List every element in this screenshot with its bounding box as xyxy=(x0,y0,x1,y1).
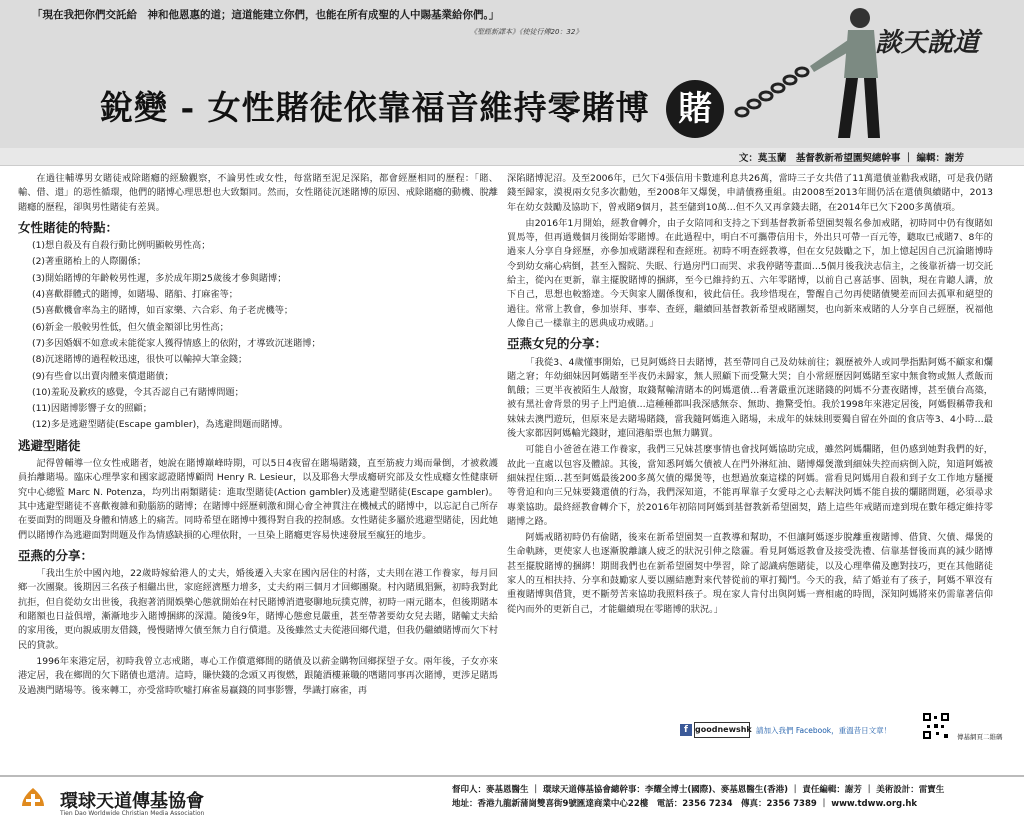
organization-name-english: Tien Dao Worldwide Christian Media Association xyxy=(60,810,205,817)
daughter-paragraph-2: 可能自小爸爸在港工作養家，我們三兄妹甚麼事情也會找阿媽協助完成，雖然阿媽爛賭，但仍感到她對我們的好，故此一直處以包容及體諒。其後，當知悉阿媽欠債被人在門外淋紅油、賭博爆煲激到細妹失控而病倒入院，知道阿媽被細妹捏住頸…甚至阿媽最後200多萬欠債的爆煲等，也想過放棄這樣的阿媽。當看見阿媽用自殺和到子女工作地方騷擾等脅迫和向三兄妹要錢還債的行為，我們深知道，不能再單靠子女愛母之心去解決阿媽不能自拔的爛賭問題，必須尋求專業協助。最終經教會轉介下，於2016年初陪同阿媽到基督教新希望園契，踏上這些年戒賭而達到現在數年穩定維持零賭博之路。 xyxy=(507,444,993,527)
gamble-badge: 賭 xyxy=(666,80,724,138)
list-item: (7)多因婚姻不如意或未能從家人獲得情感上的依附，才導致沉迷賭博； xyxy=(32,337,321,349)
facebook-icon[interactable]: f xyxy=(680,724,692,736)
ayan-heading: 亞燕的分享： xyxy=(18,547,94,563)
credits-line-1: 督印人：麥基恩醫生 ｜ 環球天道傳基協會總幹事：李耀全博士(國際)、麥基恩醫生(香港) ｜ 責任編輯：謝芳 ｜ 美術設計：雷寶生 xyxy=(452,785,945,795)
list-item: (4)喜歡群體式的賭博，如賭場、賭船、打麻雀等； xyxy=(32,289,238,301)
ayan-paragraph-2: 1996年來港定居，初時我曾立志戒賭，專心工作償還鄉間的賭債及以薪金購物回鄉探望子女。兩年後，子女亦來港定居，我在鄉間的欠下賭債也還清。這時，賺快錢的念頭又再復燃，跟隨酒樓兼職的嗜賭同事再次賭博，更涉足賭馬及過澳門賭場等。後來轉工，亦受當時吹噓打麻雀易贏錢的同事影響，學識打麻雀，再 xyxy=(18,655,498,696)
footer-credits xyxy=(452,783,944,811)
daughter-paragraph-3: 阿媽戒賭初時仍有偷賭，後來在新希望園契一直教導和幫助，不但讓阿媽逐步脫離重複賭博、借貸、欠債、爆煲的生命軌跡，更使家人也逐漸脫離讓人疲乏的狀況引伸之陰霾。看見阿媽返教會及接受洗禮、信靠基督後而真的減少賭博甚至擺脫賭博的捆綁！期間我們也在新希望園契中學習，除了認識病態賭徒，以及心理準備及應對技巧，更在其他賭徒家人的互相扶持、分享和鼓勵家人要以團結應對來代替從前的單打獨鬥。今天的我，結了婚並有了孩子，阿媽不單沒有重複賭博與借貸，更不斷勞苦來協助我照料孩子。現在家人肯付出與阿媽一齊相處的時間，深知阿媽將來仍需靠著信仰從內而外的更新自己，才能繼續現在零賭博的狀況。」 xyxy=(507,532,993,615)
list-item: (9)有些會以出賣肉體來償還賭債； xyxy=(32,370,174,382)
scripture-reference: 《聖經新譯本》《使徒行傳20：32》 xyxy=(470,28,583,36)
ayan-paragraph-1: 「我出生於中國內地，22歲時嫁給港人的丈夫，婚後遷入夫家在國內居住的村落，丈夫則在港工作養家，每月回鄉一次團聚。後期因三名孩子相繼出世，家庭經濟壓力增多，丈夫約兩三個月才回鄉團聚。村內賭風猖獗，初時我對此抗拒，但自從幼女出世後，我抱著消閒娛樂心態就開始在村民賭博消遣娶聊地玩撲克牌，初時一兩元賭本，但後期賭本和賭額也日益俱增，漸漸地步入賭博捆綁的深淵。隨後9年，賭博心態愈見嚴重，甚至帶著要幼女兒去賭，賭輸丈夫給的家用後，更向親戚朋友借錢，慢慢賭博欠債至無力自行償還。及後雖然丈夫從港回鄉代還，但我仍繼續賭博而欠下村民的貸款。 xyxy=(18,568,498,651)
figure-icon xyxy=(810,8,880,138)
credits-line-2: 地址：香港九龍新蒲崗雙喜街9號匯達商業中心22樓 電話：2356 7234 傳真：2356 7389 ｜ www.tdww.org.hk xyxy=(452,799,918,809)
facebook-handle[interactable]: goodnewshk xyxy=(694,722,750,738)
qr-caption: 傳基網頁二維碼 xyxy=(957,733,1003,741)
list-item: (3)開始賭博的年齡較男性遲，多於成年期25歲後才參與賭博； xyxy=(32,272,287,284)
traits-list xyxy=(18,239,498,433)
escape-heading: 逃避型賭徒 xyxy=(18,437,81,453)
list-item: (2)著重賭枱上的人際關係； xyxy=(32,256,147,268)
list-item: (8)沉迷賭博的過程較迅速，很快可以輸掉大筆金錢； xyxy=(32,354,248,366)
list-item: (5)喜歡機會率為主的賭博，如百家樂、六合彩、角子老虎機等； xyxy=(32,305,294,317)
ayan-paragraph-4: 由2016年1月開始，經教會轉介，由子女陪同和支持之下到基督教新希望園契報名參加戒賭，初時同中仍有復賭如買馬等，但再過幾個月後開始零賭博。在此過程中，明白不可攜帶信用卡，外出只可帶一百元等，聽取已戒賭7、8年的過來人分享自身經歷，亦參加戒賭課程和查經班。初時不明查經教導，但在女兒鼓勵之下，加上憶起因自己沉淪賭博時令到幼女痛心病倒，甚至入醫院、失眠、行過房門口而哭、求我停賭等畫面…5個月後我決志信主，之後靠祈禱一切交託給主，從內在更新，靠主擺脫賭博的捆綁，至今已維持約五、六年零賭博，以前自己喜話事、固執，現在肯聽人講，放下自己，思想也較豁達。今天與家人關係復和，彼此信任。我珍惜現在，警醒自己勿再使賭債變差而回去孤單和絕望的過往。常常上教會，參加崇拜、事奉、查經，繼續回基督教新希望戒賭團契，也向新來戒賭的人分享自己經歷，祝福他人像自己一樣靠主的恩典成功戒賭。」 xyxy=(507,217,993,329)
list-item: (1)想自殺及有自殺行動比例明顯較男性高； xyxy=(32,240,211,252)
right-column xyxy=(507,172,993,619)
facebook-promo[interactable] xyxy=(680,722,910,740)
scripture-quote: 「現在我把你們交託給 神和他恩惠的道；這道能建立你們，也能在所有成聖的人中賜基業給你們。」 xyxy=(32,9,500,21)
organization-name: 環球天道傳基協會 xyxy=(60,791,204,812)
daughter-heading: 亞燕女兒的分享： xyxy=(507,336,608,352)
daughter-paragraph-1: 「我從3、4歲懂事開始，已見阿媽終日去賭博，甚至帶同自己及幼妹前往；親歷被外人或同學指點阿媽不顧家和爛賭之窘；年幼細妹因阿媽賭至半夜仍未歸家，無人照顧下而受驚大哭；自小常經歷因阿媽賭至家中無食物或無人煮飯而飢餓；三更半夜被陌生人敲窗，取錢幫輸清賭本的阿媽還債…看著嚴重沉迷賭錢的阿媽不分晝夜賭博，甚至債台高築，被有黑社會背景的男子上門追債…這種種都叫我深感無奈、無助、擔驚受怕。我於1998年來港定居後，阿媽假稱帶我和妹妹去澳門遊玩，但原來是去賭場賭錢，當我隨阿媽進入賭場，未成年的妹妹則要獨自留在外面的食店等3、4小時…最後大家都因阿媽輸光錢財，連回港船票也無力購買。 xyxy=(507,356,993,440)
list-item: (11)因賭博影響子女的照顧； xyxy=(32,403,152,415)
qr-code-icon[interactable] xyxy=(922,712,950,740)
list-item: (10)羞恥及歉疚的感覺，令其否認自己有賭博問題； xyxy=(32,386,244,398)
chain-icon xyxy=(736,68,808,116)
article-title: 銳變 - 女性賭徒依靠福音維持零賭博 xyxy=(100,88,650,127)
byline: 文：莫玉蘭 基督教新希望園契總幹事 ｜ 編輯：謝芳 xyxy=(738,153,964,164)
ayan-paragraph-3: 深陷賭博泥沼。及至2006年，已欠下4張信用卡數連利息共26萬，當時三子女共借了11萬還債並勸我戒賭，可是我仍賭錢至歸家，漠視兩女兒多次勸勉，至2008年又爆煲，申請債務重組。由2008至2013年間仍活在還債與續賭中，2013年在幼女鼓勵及協助下，曾戒賭9個月，甚至儲到10萬…但不久又再拿錢去賭，在2014年已欠下200多萬債項。 xyxy=(507,173,993,213)
list-item: (12)多是逃避型賭徒(Escape gambler)，為逃避問題而賭博。 xyxy=(32,419,289,431)
left-column xyxy=(18,172,498,700)
footer-divider xyxy=(0,775,1024,777)
column-brand: 談天說道 xyxy=(875,28,980,58)
organization-logo-icon xyxy=(16,786,50,814)
header-banner xyxy=(0,0,1024,148)
traits-heading: 女性賭徒的特點： xyxy=(18,219,119,235)
escape-paragraph: 記得曾輔導一位女性戒賭者，她說在賭博巔峰時期，可以5日4夜留在賭場賭錢，直至筋疲力竭而暈倒，才被救護員抬離賭場。臨床心理學家和國家認證賭博顧問 Henry R. Lesieur，以及耶魯大學成癮研究部及女性成癮女性健康研究中心總監 Marc N. Potenza，均列出兩類賭徒：進取型賭徒(Action gambler)及逃避型賭徒(Escape gambler)。其中逃避型賭徒不喜歡複雜和動腦筋的賭博；在賭博中經歷刺激和開心會全神貫注在機械式的賭博中，以忘記自己所存在要面對的問題及身體和情感上的痛苦。同時希望在賭博中獲得對自我的控制感。女性賭徒多屬於逃避型賭徒，因此她們以賭博作為逃避面對問題及作為情感缺損的心理依附，一旦染上賭癮更容易快速發展至瘋狂的地步。 xyxy=(18,458,498,541)
facebook-promo-text: 請加入我們 Facebook，重溫昔日文章！ xyxy=(756,726,892,735)
list-item: (6)新金一般較男性低，但欠債金額卻比男性高； xyxy=(32,321,229,333)
intro-paragraph: 在過往輔導男女賭徒戒除賭癮的經驗觀察，不論男性或女性，每當賭至泥足深陷，都會經歷相同的歷程：「賭、輸、借、還」的惡性循環，他們的賭博心理思想也大致類同。然而，女性賭徒沉迷賭博的原因、戒除賭癮的動機、脫離賭癮的歷程，卻與男性賭徒有差異。 xyxy=(18,173,498,213)
